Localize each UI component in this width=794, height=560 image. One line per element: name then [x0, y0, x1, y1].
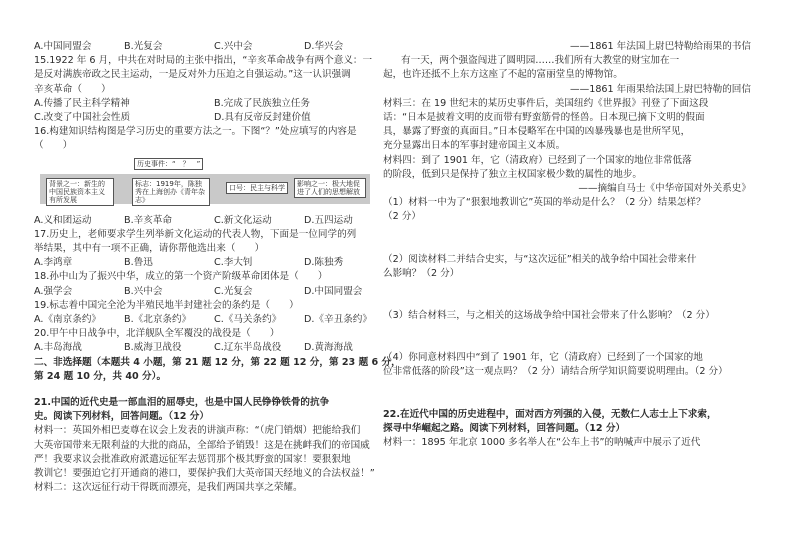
option: B.鲁迅 — [124, 257, 153, 269]
sub-question-3: （3）结合材料三，与之相关的这场战争给中国社会带来了什么影响？（2 分） — [383, 310, 715, 322]
option: C.《马关条约》 — [214, 314, 282, 326]
material-1: 教训它！要强迫它打开通商的港口，要保护我们大英帝国天经地义的合法权益！” — [34, 468, 375, 480]
option: C.兴中会 — [214, 41, 253, 52]
option: D.陈独秀 — [304, 257, 344, 269]
right-column — [383, 40, 763, 450]
q18-text: 18.孙中山为了振兴中华，成立的第一个资产阶级革命团体是（ ） — [34, 271, 328, 283]
answer-space — [383, 281, 763, 309]
q20-text: 20.甲午中日战争中，北洋舰队全军覆没的战役是（ ） — [34, 328, 280, 340]
option: D.具有反帝反封建价值 — [214, 112, 311, 124]
diagram-box: 背景之一：新生的中国民族资本主义有所发展 — [46, 178, 114, 206]
answer-space — [383, 225, 763, 253]
sub-question-1: （1）材料一中为了“狠狠地教训它”英国的举动是什么？（2 分）结果怎样？ — [383, 197, 706, 209]
q19-options — [34, 313, 394, 327]
q18-options — [34, 285, 394, 299]
option: B.辛亥革命 — [124, 214, 173, 226]
option: C.光复会 — [214, 285, 253, 297]
sub-question-4: 位非常低落的阶段”这一观点吗？（2 分）请结合所学知识简要说明理由。（2 分） — [383, 366, 728, 378]
answer-space — [383, 323, 763, 351]
option: A.丰岛海战 — [34, 342, 82, 354]
q15-text: 是反对满族帝政之民主运动，一是反对外力压迫之自强运动。”这一认识强调 — [34, 69, 351, 81]
section-heading: 第 24 题 10 分，共 40 分）。 — [34, 370, 167, 382]
source-signature: ——1861 年雨果给法国上尉巴特勒的回信 — [570, 83, 751, 95]
q22-text: 22.在近代中国的历史进程中，面对西方列强的入侵，无数仁人志士上下求索， — [383, 408, 717, 420]
option: A.李鸿章 — [34, 257, 73, 269]
material-3: 话：“日本是披着文明的皮而带有野蛮筋骨的怪兽。日本现已摘下文明的假面 — [383, 112, 705, 124]
option: B.兴中会 — [124, 285, 163, 297]
q16-options — [34, 214, 394, 228]
material-3: 具，暴露了野蛮的真面目。”日本侵略军在中国的凶暴残暴也是世所罕见， — [383, 126, 691, 138]
material-3: 材料三：在 19 世纪末的某历史事件后，美国纽约《世界报》刊登了下面这段 — [383, 97, 709, 109]
quote-text: 有一天，两个强盗闯进了圆明园……我们所有大教堂的财宝加在一 — [401, 55, 680, 67]
answer-space — [383, 380, 763, 408]
option: B.光复会 — [124, 41, 163, 52]
source-signature: ——摘编自马士《中华帝国对外关系史》 — [578, 183, 751, 195]
q14-options — [34, 40, 394, 54]
left-column — [34, 40, 401, 495]
diagram-box: 口号：民主与科学 — [226, 182, 288, 194]
diagram-title-box: 历史事件：“ ？ ” — [134, 158, 203, 170]
q17-text: 17.历史上，老师要求学生列举新文化运动的代表人物，下面是一位同学的列 — [34, 228, 357, 240]
option: C.辽东半岛战役 — [214, 342, 282, 354]
option: B.完成了民族独立任务 — [214, 97, 310, 109]
sub-question-1: （2 分） — [383, 211, 421, 223]
quote-text: 起，也许还抵不上东方这座了不起的富丽堂皇的博物馆。 — [383, 69, 623, 81]
sub-question-2: （2）阅读材料二并结合史实，与“这次远征”相关的战争给中国社会带来什 — [383, 253, 697, 265]
source-signature: ——1861 年法国上尉巴特勒给雨果的书信 — [570, 41, 751, 52]
material-4: 材料四：到了 1901 年，它（清政府）已经到了一个国家的地位非常低落 — [383, 154, 692, 166]
q17-options — [34, 256, 394, 270]
q21-text: 史。阅读下列材料，回答问题。（12 分） — [34, 411, 209, 423]
q16-text: 16.构建知识结构图是学习历史的重要方法之一。下图“？”处应填写的内容是 — [34, 126, 357, 138]
q16-text: （ ） — [34, 140, 73, 152]
q22-text: 探寻中华崛起之路。阅读下列材料，回答问题。（12 分） — [383, 422, 626, 434]
q17-text: 举结果，其中有一项不正确，请你帮他选出来（ ） — [34, 243, 265, 255]
option: A.中国同盟会 — [34, 41, 92, 52]
q20-options — [34, 341, 394, 355]
option: A.强学会 — [34, 285, 73, 297]
option: C.新文化运动 — [214, 214, 272, 226]
material-1: 大英帝国带来无限利益的大批的商品，全部给予销毁！这是在挑衅我们的帝国威 — [34, 439, 370, 451]
material-2: 材料二：这次远征行动干得既而漂亮，是我们两国共享之荣耀。 — [34, 482, 303, 494]
q21-text: 21.中国的近代史是一部血泪的屈辱史，也是中国人民铮铮铁骨的抗争 — [34, 397, 330, 409]
option: B.《北京条约》 — [124, 314, 192, 326]
q22-material-1: 材料一：1895 年北京 1000 多名举人在“公车上书”的呐喊声中展示了近代 — [383, 437, 701, 449]
q15-options — [34, 111, 394, 125]
sub-question-4: （4）你同意材料四中“到了 1901 年，它（清政府）已经到了一个国家的地 — [383, 352, 703, 364]
option: A.传播了民主科学精神 — [34, 97, 130, 109]
material-3: 充分显露出日本的军事封建帝国主义本质。 — [383, 140, 566, 152]
option: C.李大钊 — [214, 257, 253, 269]
diagram-box: 标志：1919年，陈独秀在上海创办《青年杂志》 — [132, 178, 210, 206]
spacer — [34, 384, 394, 396]
option: D.华兴会 — [304, 41, 344, 52]
q15-text: 辛亥革命（ ） — [34, 83, 111, 95]
option: D.五四运动 — [304, 214, 353, 226]
knowledge-structure-diagram — [34, 157, 394, 211]
diagram-box: 影响之一：极大地促进了人们的思想解放 — [294, 178, 366, 198]
q15-options — [34, 97, 394, 111]
option: A.义和团运动 — [34, 214, 92, 226]
sub-question-2: 么影响？（2 分） — [383, 267, 460, 279]
material-1: 材料一：英国外相巴麦尊在议会上发表的讲演声称：“（虎门销烟）把能给我们 — [34, 425, 361, 437]
option: D.黄海海战 — [304, 342, 353, 354]
option: B.威海卫战役 — [124, 342, 182, 354]
q15-text: 15.1922 年 6 月，中共在对时局的主张中指出，“辛亥革命战争有两个意义：一 — [34, 55, 373, 67]
q19-text: 19.标志着中国完全沦为半殖民地半封建社会的条约是（ ） — [34, 299, 299, 311]
option: D.中国同盟会 — [304, 285, 363, 297]
option: A.《南京条约》 — [34, 314, 102, 326]
section-heading: 二、非选择题（本题共 4 小题，第 21 题 12 分，第 22 题 12 分，第 23 题 6 分， — [34, 356, 401, 368]
option: D.《辛丑条约》 — [304, 314, 372, 326]
option: C.改变了中国社会性质 — [34, 112, 131, 124]
material-1: 严！我要求议会批准政府派遣远征军去惩罚那个极其野蛮的国家！要狠狠地 — [34, 453, 351, 465]
material-4: 的阶段，低到只是保持了独立主权国家极少数的属性的地步。 — [383, 168, 643, 180]
